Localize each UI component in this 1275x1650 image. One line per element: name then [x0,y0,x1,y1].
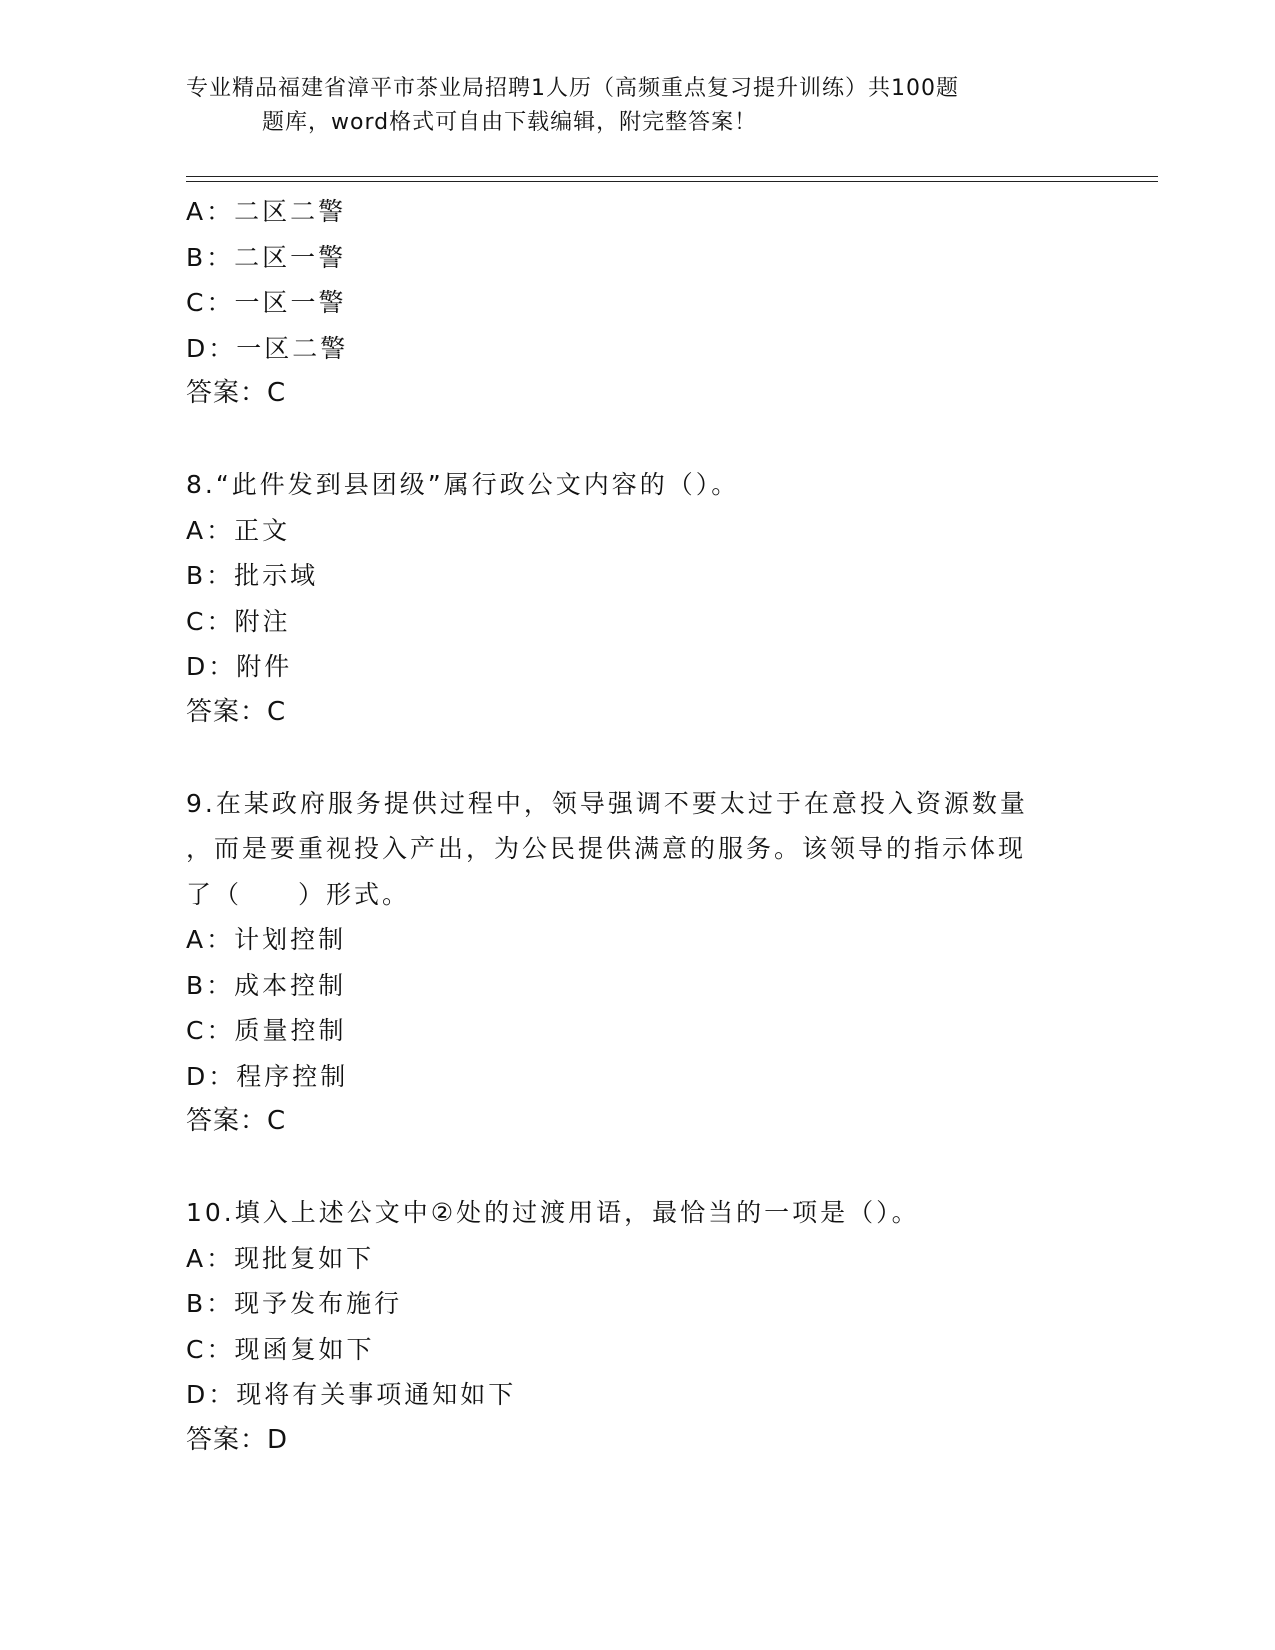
option-c: C：附注 [186,606,291,636]
header-line-1: 专业精品福建省漳平市茶业局招聘1人历（高频重点复习提升训练）共100题 [186,76,959,101]
question-8-block [186,462,1066,735]
question-stem: 10.填入上述公文中②处的过渡用语，最恰当的一项是（）。 [186,1198,920,1227]
question-10-block [186,1190,1066,1463]
option-d: D：现将有关事项通知如下 [186,1380,517,1409]
answer-line: 答案：C [186,696,287,727]
header-line-2: 题库，word格式可自由下载编辑，附完整答案！ [262,110,758,135]
option-c: C：质量控制 [186,1016,347,1045]
option-a: A：二区二警 [186,197,347,226]
spacer [186,1145,1066,1191]
answer-line: 答案：C [186,378,287,408]
option-b: B：批示域 [186,561,319,590]
option-d: D：一区二警 [186,333,349,363]
header-rule-bottom [186,181,1158,182]
question-list [186,189,1066,1463]
option-b: B：成本控制 [186,970,347,1000]
question-stem-line-1: 9.在某政府服务提供过程中，领导强调不要太过于在意投入资源数量 [186,788,1028,818]
answer-line: 答案：C [186,1106,287,1136]
header-rule-top [186,176,1158,177]
option-d: D：附件 [186,652,293,681]
question-9-block [186,781,1066,1145]
question-stem: 8.“此件发到县团级”属行政公文内容的（）。 [186,470,740,499]
question-stem-line-3: 了（ ）形式。 [186,879,411,909]
spacer [186,735,1066,781]
answer-line: 答案：D [186,1424,289,1455]
option-b: B：二区一警 [186,242,347,272]
option-a: A：现批复如下 [186,1243,375,1273]
option-a: A：计划控制 [186,925,347,954]
option-a: A：正文 [186,515,291,545]
question-7-block [186,189,1066,417]
option-b: B：现予发布施行 [186,1289,403,1318]
question-stem-line-2: ，而是要重视投入产出，为公民提供满意的服务。该领导的指示体现 [186,834,1027,863]
option-d: D：程序控制 [186,1061,349,1091]
option-c: C：现函复如下 [186,1334,375,1364]
document-header [186,72,1086,140]
spacer [186,417,1066,463]
option-c: C：一区一警 [186,288,347,317]
